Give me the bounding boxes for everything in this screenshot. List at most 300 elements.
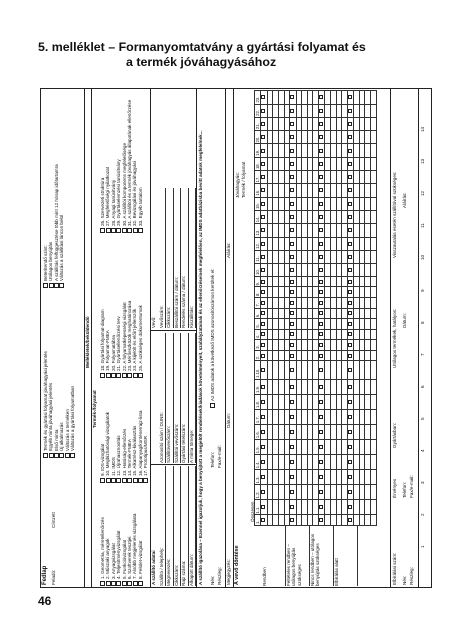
checkbox-label: 15. Alkatrész-kiválasztás bbox=[132, 425, 138, 476]
grid-cell[interactable] bbox=[370, 263, 376, 276]
grid-checkbox[interactable] bbox=[290, 368, 294, 372]
fax-label: Fax/e-mail: bbox=[217, 445, 222, 468]
grid-cell[interactable] bbox=[370, 197, 376, 210]
grid-cell[interactable] bbox=[370, 210, 376, 223]
grid-checkbox[interactable] bbox=[261, 122, 265, 126]
grid-checkbox[interactable] bbox=[261, 490, 265, 494]
title-line-1: 5. melléklet – Formanyomtatvány a gyártási folyamat és bbox=[38, 40, 366, 54]
grid-checkbox[interactable] bbox=[290, 135, 294, 139]
field-label: A minta tömege: bbox=[189, 333, 196, 463]
item-number: 13. bbox=[255, 224, 261, 237]
checkbox[interactable] bbox=[133, 373, 138, 378]
item-number: 9. bbox=[255, 276, 261, 287]
divider bbox=[196, 88, 197, 588]
item-number: 7. bbox=[255, 298, 261, 309]
item-number: 16. bbox=[255, 184, 261, 197]
grid-checkbox[interactable] bbox=[319, 162, 323, 166]
checkbox-label: 8. Felület-vizsgálat bbox=[137, 540, 143, 579]
checkbox-label: 18. Gyártási folyamat-diagram bbox=[100, 309, 105, 371]
grid-checkbox[interactable] bbox=[290, 268, 294, 272]
grid-checkbox[interactable] bbox=[319, 311, 323, 315]
grid-checkbox[interactable] bbox=[290, 415, 294, 419]
grid-checkbox[interactable] bbox=[261, 228, 265, 232]
item-number: 1.4. bbox=[255, 455, 261, 470]
checkbox-item[interactable] bbox=[143, 383, 148, 483]
grid-cell[interactable] bbox=[370, 410, 376, 425]
checkbox[interactable] bbox=[106, 228, 111, 233]
item-number: 19. bbox=[255, 144, 261, 157]
grid-checkbox[interactable] bbox=[319, 242, 323, 246]
grid-checkbox[interactable] bbox=[261, 162, 265, 166]
divider bbox=[91, 88, 92, 588]
grid-cell[interactable] bbox=[370, 340, 376, 351]
grid-checkbox[interactable] bbox=[348, 162, 352, 166]
checkbox-label: 29. Gyártáselemzési tanúsítvány bbox=[116, 159, 122, 226]
grid-checkbox[interactable] bbox=[348, 475, 352, 479]
fax-label-2: Fax/e-mail: bbox=[409, 475, 414, 498]
grid-checkbox[interactable] bbox=[290, 385, 294, 389]
checkbox-item[interactable] bbox=[70, 298, 75, 458]
item-number: 1.3. bbox=[255, 470, 261, 485]
grid-checkbox[interactable] bbox=[319, 430, 323, 434]
grid-checkbox[interactable] bbox=[290, 343, 294, 347]
grid-checkbox[interactable] bbox=[261, 188, 265, 192]
checkbox-label: 4. Teljesítményvizsgálat bbox=[116, 530, 122, 579]
checkbox-label: Új alkalmazás bbox=[59, 422, 65, 451]
divider bbox=[150, 88, 151, 588]
grid-checkbox[interactable] bbox=[261, 475, 265, 479]
checkbox-item[interactable] bbox=[138, 88, 143, 233]
checkbox-label: 3. Anyagvizsgálat bbox=[110, 543, 116, 579]
grid-checkbox[interactable] bbox=[319, 343, 323, 347]
checkbox-label: 33. Egyéb tartalom bbox=[137, 187, 143, 226]
grid-checkbox[interactable] bbox=[290, 290, 294, 294]
grid-checkbox[interactable] bbox=[319, 385, 323, 389]
checkbox-label: 20. Folyamatábra bbox=[110, 335, 116, 371]
grid-checkbox[interactable] bbox=[290, 242, 294, 246]
grid-checkbox[interactable] bbox=[348, 228, 352, 232]
grid-checkbox[interactable] bbox=[348, 400, 352, 404]
grid-checkbox[interactable] bbox=[319, 228, 323, 232]
grid-checkbox[interactable] bbox=[290, 460, 294, 464]
grid-checkbox[interactable] bbox=[290, 400, 294, 404]
surface-label: Gyártásban: bbox=[392, 422, 397, 448]
checkbox[interactable] bbox=[59, 453, 64, 458]
checkbox-label: Első minta bbox=[53, 429, 59, 451]
grid-checkbox[interactable] bbox=[319, 290, 323, 294]
item-number: 1.8. bbox=[255, 394, 261, 409]
item-number: 8. bbox=[255, 287, 261, 298]
termek-folyamat-header: Termék-/folyamat bbox=[92, 390, 97, 428]
checkbox-label: 12. Újrahasznosítás bbox=[116, 435, 122, 476]
checkbox-label: 14. Termék-FMEA bbox=[126, 439, 132, 476]
checkbox-label: 25. A szükséges dokumentumok bbox=[137, 305, 143, 371]
grid-checkbox[interactable] bbox=[348, 268, 352, 272]
field-label: Kiszállítás: bbox=[189, 188, 196, 328]
grid-cell[interactable] bbox=[370, 470, 376, 485]
grid-checkbox[interactable] bbox=[261, 445, 265, 449]
grid-checkbox[interactable] bbox=[348, 445, 352, 449]
grid-cell[interactable] bbox=[370, 237, 376, 250]
column-number: 6 bbox=[420, 385, 425, 388]
grid-checkbox[interactable] bbox=[348, 215, 352, 219]
checkbox[interactable] bbox=[106, 581, 111, 586]
grid-checkbox[interactable] bbox=[290, 149, 294, 153]
grid-checkbox[interactable] bbox=[261, 354, 265, 358]
grid-checkbox[interactable] bbox=[319, 400, 323, 404]
reszleg-label: Részleg: bbox=[217, 567, 222, 585]
grid-checkbox[interactable] bbox=[348, 460, 352, 464]
grid-cell[interactable] bbox=[370, 298, 376, 309]
grid-checkbox[interactable] bbox=[290, 228, 294, 232]
grid-cell[interactable] bbox=[370, 361, 376, 380]
checkbox-label: 26. Szervezeti struktúra bbox=[100, 177, 105, 226]
grid-checkbox[interactable] bbox=[319, 475, 323, 479]
alairas-label: Aláírás: bbox=[226, 242, 231, 258]
datum-label: Dátum: bbox=[226, 413, 231, 428]
grid-checkbox[interactable] bbox=[261, 290, 265, 294]
checkbox[interactable] bbox=[49, 283, 54, 288]
grid-checkbox[interactable] bbox=[290, 430, 294, 434]
grid-checkbox[interactable] bbox=[261, 268, 265, 272]
grid-checkbox[interactable] bbox=[290, 188, 294, 192]
grid-checkbox[interactable] bbox=[290, 122, 294, 126]
declaration-text: A szállító igazolása – Ezennel igazoljuk, hogy a benyújtott a megjelölt rendelések/kiadások követelményeit, szabályzatainak és az ellenőrzéseinek megfelelően, az IMDS adatbázisba bevitt adatok megfelelnek... bbox=[198, 130, 203, 585]
grid-checkbox[interactable] bbox=[290, 354, 294, 358]
checkbox-label: 22. A folyamatképességi vizsgálat bbox=[121, 302, 127, 371]
checkbox[interactable] bbox=[143, 478, 148, 483]
grid-cell[interactable] bbox=[370, 394, 376, 409]
checkbox[interactable] bbox=[133, 478, 138, 483]
grid-cell[interactable] bbox=[370, 329, 376, 340]
checkbox[interactable] bbox=[116, 581, 121, 586]
checkbox-label: 10. Megbízhatósági vizsgálatok bbox=[105, 411, 111, 476]
vissza-label: Visszautalás esetén szállítóval szükséges: bbox=[392, 171, 397, 258]
item-number: 17. bbox=[255, 171, 261, 184]
melleklet-header: Mellékletek/beküldendő bbox=[85, 316, 90, 368]
field-label: Cikkszám: bbox=[174, 466, 181, 586]
grid-checkbox[interactable] bbox=[319, 122, 323, 126]
field-label: Alkapott dátum: bbox=[189, 466, 196, 586]
grid-row bbox=[370, 91, 376, 526]
item-number: 6. bbox=[255, 308, 261, 319]
grid-cell[interactable] bbox=[370, 379, 376, 394]
grid-checkbox[interactable] bbox=[319, 202, 323, 206]
grid-checkbox[interactable] bbox=[261, 255, 265, 259]
grid-cell[interactable] bbox=[370, 117, 376, 130]
field-label: Szállító / telephely: bbox=[159, 466, 166, 586]
grid-checkbox[interactable] bbox=[319, 332, 323, 336]
grid-checkbox[interactable] bbox=[348, 280, 352, 284]
grid-cell[interactable] bbox=[370, 440, 376, 455]
fedlap-label: Fedlap bbox=[42, 565, 48, 585]
imds-checkbox[interactable] bbox=[210, 403, 215, 408]
grid-cell[interactable] bbox=[370, 319, 376, 330]
item-number: 1.9. bbox=[255, 379, 261, 394]
megjegyzes-label: Megjegyzés: bbox=[226, 559, 231, 585]
checkbox-label: Változás a terméken bbox=[64, 409, 70, 451]
grid-checkbox[interactable] bbox=[261, 430, 265, 434]
grid-checkbox[interactable] bbox=[348, 311, 352, 315]
checkbox[interactable] bbox=[116, 373, 121, 378]
checkbox[interactable] bbox=[59, 283, 64, 288]
checkbox-label: 28. Anyagi tanúsítvány bbox=[110, 179, 116, 226]
grid-checkbox[interactable] bbox=[261, 109, 265, 113]
grid-checkbox[interactable] bbox=[348, 322, 352, 326]
checkbox[interactable] bbox=[49, 453, 54, 458]
page-title bbox=[38, 40, 438, 70]
item-number: 1.1. bbox=[255, 500, 261, 515]
grid-checkbox[interactable] bbox=[348, 385, 352, 389]
grid-cell[interactable] bbox=[370, 455, 376, 470]
grid-checkbox[interactable] bbox=[348, 95, 352, 99]
grid-checkbox[interactable] bbox=[290, 301, 294, 305]
grid-cell[interactable] bbox=[370, 104, 376, 117]
grid-cell[interactable] bbox=[370, 500, 376, 515]
grid-checkbox[interactable] bbox=[261, 332, 265, 336]
checkbox[interactable] bbox=[106, 478, 111, 483]
grid-checkbox[interactable] bbox=[290, 445, 294, 449]
grid-checkbox[interactable] bbox=[348, 505, 352, 509]
grid-checkbox[interactable] bbox=[348, 122, 352, 126]
column-number: 11 bbox=[420, 223, 425, 228]
checkbox-label: 16. Alapanyag/konténerrajz-lista bbox=[137, 410, 143, 476]
grid-checkbox[interactable] bbox=[348, 202, 352, 206]
grid-checkbox[interactable] bbox=[319, 280, 323, 284]
checkbox-label: 21. Gyártásellenőrzési terv bbox=[116, 316, 122, 371]
grid-checkbox[interactable] bbox=[319, 215, 323, 219]
grid-cell[interactable] bbox=[370, 350, 376, 361]
checkbox-item[interactable] bbox=[138, 238, 143, 378]
field-label: Megnevezés: bbox=[166, 466, 173, 586]
grid-checkbox[interactable] bbox=[261, 322, 265, 326]
checkbox[interactable] bbox=[70, 453, 75, 458]
grid-checkbox[interactable] bbox=[348, 290, 352, 294]
supplier-fields-left bbox=[159, 466, 196, 586]
grid-cell[interactable] bbox=[370, 157, 376, 170]
grid-checkbox[interactable] bbox=[348, 149, 352, 153]
grid-checkbox[interactable] bbox=[261, 368, 265, 372]
checkbox[interactable] bbox=[116, 228, 121, 233]
grid-cell[interactable] bbox=[370, 250, 376, 263]
grid-checkbox[interactable] bbox=[290, 215, 294, 219]
grid-checkbox[interactable] bbox=[348, 490, 352, 494]
grid-cell[interactable] bbox=[370, 131, 376, 144]
column-numbers bbox=[420, 88, 430, 548]
grid-checkbox[interactable] bbox=[261, 505, 265, 509]
grid-checkbox[interactable] bbox=[319, 322, 323, 326]
grid-checkbox[interactable] bbox=[261, 460, 265, 464]
grid-checkbox[interactable] bbox=[261, 311, 265, 315]
grid-checkbox[interactable] bbox=[319, 445, 323, 449]
grid-checkbox[interactable] bbox=[290, 490, 294, 494]
column-number: 5 bbox=[420, 417, 425, 420]
grid-checkbox[interactable] bbox=[348, 188, 352, 192]
submission-options-right bbox=[43, 93, 65, 288]
cimzett-label: Címzett bbox=[51, 512, 56, 528]
grid-checkbox[interactable] bbox=[290, 202, 294, 206]
grid-checkbox[interactable] bbox=[261, 242, 265, 246]
checkbox[interactable] bbox=[133, 581, 138, 586]
item-number: 5. bbox=[255, 319, 261, 330]
grid-checkbox[interactable] bbox=[319, 188, 323, 192]
grid-checkbox[interactable] bbox=[319, 415, 323, 419]
checkbox-label: Utólagos benyújtás bbox=[48, 241, 54, 281]
customer-decision-title: A vevő döntése bbox=[234, 545, 240, 585]
grid-checkbox[interactable] bbox=[319, 518, 323, 522]
item-number: 1.5. bbox=[255, 440, 261, 455]
checkbox[interactable] bbox=[106, 373, 111, 378]
submission-options bbox=[43, 298, 75, 458]
checkbox[interactable] bbox=[116, 478, 121, 483]
checkbox-item[interactable] bbox=[59, 93, 64, 288]
grid-checkbox[interactable] bbox=[261, 415, 265, 419]
grid-checkbox[interactable] bbox=[348, 332, 352, 336]
grid-cell[interactable] bbox=[370, 485, 376, 500]
grid-checkbox[interactable] bbox=[348, 415, 352, 419]
grid-checkbox[interactable] bbox=[348, 109, 352, 113]
decision-row-label: Rendben bbox=[262, 526, 286, 586]
grid-checkbox[interactable] bbox=[319, 109, 323, 113]
termek-folyamat-label: Termék / folyamat bbox=[241, 161, 246, 198]
grid-checkbox[interactable] bbox=[319, 175, 323, 179]
checkbox-label: Változás a gyártási folyamatban bbox=[69, 385, 75, 451]
attachments-col-3 bbox=[100, 238, 143, 378]
grid-checkbox[interactable] bbox=[319, 505, 323, 509]
divider bbox=[151, 464, 196, 465]
grid-checkbox[interactable] bbox=[319, 135, 323, 139]
checkbox[interactable] bbox=[138, 373, 143, 378]
divider bbox=[225, 88, 226, 588]
checkbox[interactable] bbox=[133, 228, 138, 233]
attachments-col-1 bbox=[100, 486, 143, 586]
grid-cell[interactable] bbox=[370, 91, 376, 105]
grid-checkbox[interactable] bbox=[290, 322, 294, 326]
felado-label: Feladó: bbox=[51, 569, 56, 585]
grid-checkbox[interactable] bbox=[319, 460, 323, 464]
divider bbox=[418, 88, 419, 588]
grid-checkbox[interactable] bbox=[290, 280, 294, 284]
nev-label: Név: bbox=[210, 575, 215, 585]
grid-checkbox[interactable] bbox=[319, 301, 323, 305]
divider bbox=[151, 330, 196, 331]
checkbox-label: Beterítendő szint: bbox=[43, 245, 48, 281]
divider bbox=[233, 88, 234, 588]
grid-checkbox[interactable] bbox=[319, 368, 323, 372]
grid-checkbox[interactable] bbox=[348, 175, 352, 179]
field-label: Szállítói vevőszám: bbox=[174, 333, 181, 463]
checkbox-label: 27. Megfelelőségi nyilatkozat bbox=[105, 167, 111, 226]
grid-cell[interactable] bbox=[370, 184, 376, 197]
grid-checkbox[interactable] bbox=[319, 255, 323, 259]
decision-grid bbox=[254, 90, 377, 526]
grid-checkbox[interactable] bbox=[261, 135, 265, 139]
checkbox-label: 2. Műszaki anyagok bbox=[105, 538, 111, 579]
item-number: 10. bbox=[255, 263, 261, 276]
grid-checkbox[interactable] bbox=[319, 268, 323, 272]
grid-cell[interactable] bbox=[370, 287, 376, 298]
grid-checkbox[interactable] bbox=[348, 518, 352, 522]
column-number: 10 bbox=[420, 254, 425, 260]
grid-checkbox[interactable] bbox=[261, 301, 265, 305]
grid-checkbox[interactable] bbox=[261, 149, 265, 153]
checkbox-item[interactable] bbox=[138, 486, 143, 586]
field-label: Cikkszám: bbox=[166, 188, 173, 328]
grid-cell[interactable] bbox=[370, 425, 376, 440]
grid-checkbox[interactable] bbox=[290, 518, 294, 522]
checkbox-label: 11. IMDS bbox=[110, 457, 116, 476]
grid-checkbox[interactable] bbox=[319, 95, 323, 99]
grid-cell[interactable] bbox=[370, 224, 376, 237]
grid-checkbox[interactable] bbox=[319, 149, 323, 153]
item-number: 1. bbox=[255, 515, 261, 526]
grid-cell[interactable] bbox=[370, 144, 376, 157]
utolagos-label: Utólagos termékek, hatályos: bbox=[392, 308, 397, 368]
telefon-label-2: Telefon: bbox=[402, 481, 407, 498]
grid-checkbox[interactable] bbox=[261, 518, 265, 522]
grid-checkbox[interactable] bbox=[261, 202, 265, 206]
grid-cell[interactable] bbox=[370, 515, 376, 526]
grid-checkbox[interactable] bbox=[290, 175, 294, 179]
grid-checkbox[interactable] bbox=[290, 162, 294, 166]
grid-checkbox[interactable] bbox=[261, 400, 265, 404]
jovahagyas-label: Jóváhagyás: bbox=[235, 172, 240, 198]
title-line-2: a termék jóváhagyásához bbox=[126, 55, 277, 69]
grid-checkbox[interactable] bbox=[290, 311, 294, 315]
grid-checkbox[interactable] bbox=[290, 255, 294, 259]
grid-cell[interactable] bbox=[370, 308, 376, 319]
grid-checkbox[interactable] bbox=[348, 343, 352, 347]
field-label: Rajz száma: bbox=[181, 466, 188, 586]
elbiralo-label: Elbírálási szám: bbox=[392, 552, 397, 585]
grid-checkbox[interactable] bbox=[261, 215, 265, 219]
grid-checkbox[interactable] bbox=[319, 490, 323, 494]
grid-checkbox[interactable] bbox=[290, 109, 294, 113]
grid-checkbox[interactable] bbox=[348, 354, 352, 358]
grid-checkbox[interactable] bbox=[348, 255, 352, 259]
grid-checkbox[interactable] bbox=[348, 430, 352, 434]
grid-checkbox[interactable] bbox=[290, 475, 294, 479]
grid-checkbox[interactable] bbox=[261, 343, 265, 347]
grid-checkbox[interactable] bbox=[348, 368, 352, 372]
field-label: Szállítóvevőszám: bbox=[166, 333, 173, 463]
field-label: Azonosító szám / DUNS: bbox=[159, 333, 166, 463]
column-number: 8 bbox=[420, 321, 425, 324]
grid-checkbox[interactable] bbox=[290, 95, 294, 99]
checkbox[interactable] bbox=[138, 228, 143, 233]
column-number: 13 bbox=[420, 158, 425, 164]
grid-cell[interactable] bbox=[370, 276, 376, 287]
page-number: 46 bbox=[38, 594, 52, 608]
supplier-section-title: A szállító adatai bbox=[151, 550, 156, 585]
grid-checkbox[interactable] bbox=[261, 385, 265, 389]
grid-checkbox[interactable] bbox=[261, 175, 265, 179]
grid-checkbox[interactable] bbox=[290, 505, 294, 509]
grid-checkbox[interactable] bbox=[348, 301, 352, 305]
checkbox-label: 6. Szoftverek tesztjei bbox=[126, 536, 132, 579]
decision-row-label: Elbírálás alatt bbox=[334, 526, 358, 586]
grid-checkbox[interactable] bbox=[348, 242, 352, 246]
grid-checkbox[interactable] bbox=[290, 332, 294, 336]
rotated-form bbox=[40, 88, 432, 588]
column-number: 2 bbox=[420, 513, 425, 516]
grid-checkbox[interactable] bbox=[348, 135, 352, 139]
grid-cell[interactable] bbox=[370, 171, 376, 184]
checkbox[interactable] bbox=[138, 581, 143, 586]
grid-checkbox[interactable] bbox=[319, 354, 323, 358]
grid-checkbox[interactable] bbox=[261, 280, 265, 284]
grid-checkbox[interactable] bbox=[261, 95, 265, 99]
